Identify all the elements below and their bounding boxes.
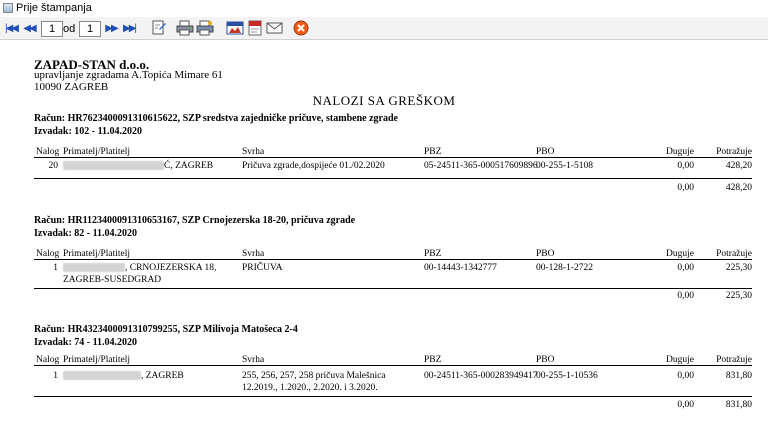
section-statement: Izvadak: 74 - 11.04.2020: [34, 337, 138, 348]
header-rule: [34, 157, 752, 158]
col-primatelj: Primatelj/Platitelj: [63, 249, 131, 259]
total-duguje: 0,00: [677, 183, 694, 193]
total-potrazuje: 225,30: [725, 291, 752, 301]
row-svrha: PRIČUVA: [242, 263, 283, 273]
print-setup-icon[interactable]: [196, 20, 214, 36]
row-pbo: 00-128-1-2722: [536, 263, 593, 273]
col-svrha: Svrha: [242, 147, 265, 157]
total-duguje: 0,00: [677, 400, 694, 410]
row-primatelj: , ZAGREB: [63, 371, 184, 381]
row-potrazuje: 225,30: [725, 263, 752, 273]
row-svrha: 255, 256, 257, 258 pričuva Malešnica: [242, 371, 386, 381]
col-svrha: Svrha: [242, 355, 265, 365]
row-pbo: 00-255-1-5108: [536, 161, 593, 171]
row-pbo: 00-255-1-10536: [536, 371, 598, 381]
row-svrha: Pričuva zgrade,dospijeće 01./02.2020: [242, 161, 385, 171]
col-primatelj: Primatelj/Platitelj: [63, 147, 131, 157]
export-wmf-icon[interactable]: [226, 20, 244, 36]
export-pdf-icon[interactable]: [246, 20, 264, 36]
row-svrha-line2: 12.2019., 1.2020., 2.2020. i 3.2020.: [242, 383, 378, 393]
total-potrazuje: 831,80: [725, 400, 752, 410]
total-duguje: 0,00: [677, 291, 694, 301]
redacted-name: [63, 263, 125, 272]
header-rule: [34, 365, 752, 366]
col-nalog: Nalog: [36, 355, 60, 365]
company-address-line1: upravljanje zgradama A.Topića Mimare 61: [34, 69, 223, 81]
col-duguje: Duguje: [666, 147, 694, 157]
redacted-name: [63, 371, 141, 380]
page-separator: od: [63, 23, 76, 35]
section-statement: Izvadak: 102 - 11.04.2020: [34, 126, 143, 137]
col-pbo: PBO: [536, 355, 555, 365]
last-page-button[interactable]: ▶▶|: [123, 22, 135, 34]
row-nalog: 20: [48, 161, 58, 171]
first-page-button[interactable]: |◀◀: [5, 22, 17, 34]
col-nalog: Nalog: [36, 147, 60, 157]
row-potrazuje: 428,20: [725, 161, 752, 171]
window-titlebar: [0, 0, 768, 16]
col-pbz: PBZ: [424, 355, 442, 365]
total-rule: [34, 288, 752, 289]
company-address-line2: 10090 ZAGREB: [34, 81, 109, 93]
print-icon[interactable]: [176, 20, 194, 36]
col-potrazuje: Potražuje: [716, 355, 752, 365]
row-primatelj: , CRNOJEZERSKA 18,: [63, 263, 216, 273]
current-page-input[interactable]: 1: [41, 21, 63, 37]
total-pages-field: 1: [79, 21, 101, 37]
row-duguje: 0,00: [677, 161, 694, 171]
row-duguje: 0,00: [677, 263, 694, 273]
previous-page-button[interactable]: ◀◀: [23, 22, 35, 34]
header-rule: [34, 259, 752, 260]
col-potrazuje: Potražuje: [716, 249, 752, 259]
col-pbo: PBO: [536, 249, 555, 259]
company-name: ZAPAD-STAN d.o.o.: [34, 57, 150, 72]
section-account: Račun: HR7623400091310615622, SZP sredstva zajedničke pričuve, stambene zgrade: [34, 113, 398, 124]
row-duguje: 0,00: [677, 371, 694, 381]
toolbar: [0, 17, 768, 40]
row-nalog: 1: [53, 263, 58, 273]
section-account: Račun: HR4323400091310799255, SZP Milivoja Matošeca 2-4: [34, 324, 298, 335]
col-duguje: Duguje: [666, 355, 694, 365]
redacted-name: [63, 161, 164, 170]
col-primatelj: Primatelj/Platitelj: [63, 355, 131, 365]
row-primatelj: Ć, ZAGREB: [63, 161, 213, 171]
row-pbz: 05-24511-365-000517609896: [424, 161, 538, 171]
row-pbz: 00-24511-365-000283949417: [424, 371, 538, 381]
next-page-button[interactable]: ▶▶: [105, 22, 117, 34]
window-title: Prije štampanja: [16, 2, 92, 14]
col-pbo: PBO: [536, 147, 555, 157]
section-statement: Izvadak: 82 - 11.04.2020: [34, 228, 138, 239]
row-nalog: 1: [53, 371, 58, 381]
row-primatelj-line2: ZAGREB-SUSEDGRAD: [63, 275, 162, 285]
row-potrazuje: 831,80: [725, 371, 752, 381]
report-title: NALOZI SA GREŠKOM: [312, 93, 456, 108]
total-potrazuje: 428,20: [725, 183, 752, 193]
col-duguje: Duguje: [666, 249, 694, 259]
total-rule: [34, 178, 752, 179]
col-potrazuje: Potražuje: [716, 147, 752, 157]
col-pbz: PBZ: [424, 249, 442, 259]
section-account: Račun: HR1123400091310653167, SZP Crnojezerska 18-20, pričuva zgrade: [34, 215, 356, 226]
app-icon: [3, 3, 13, 13]
total-rule: [34, 396, 752, 397]
col-svrha: Svrha: [242, 249, 265, 259]
col-nalog: Nalog: [36, 249, 60, 259]
page-setup-icon[interactable]: [150, 20, 168, 36]
send-email-icon[interactable]: [266, 20, 284, 36]
close-preview-icon[interactable]: [292, 20, 310, 36]
row-pbz: 00-14443-1342777: [424, 263, 497, 273]
report-page: [0, 40, 768, 438]
col-pbz: PBZ: [424, 147, 442, 157]
